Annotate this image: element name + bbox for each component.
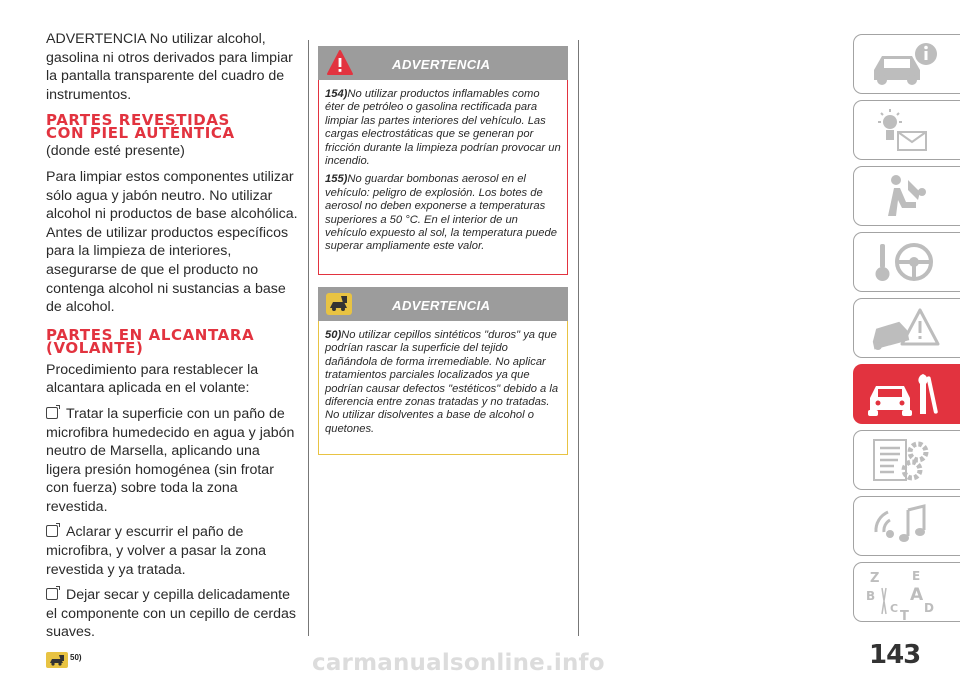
section-body: Para limpiar estos componentes utilizar sólo agua y jabón neutro. No utilizar alcohol ni productos de base alcohólica. Antes de utilizar productos específicos para la limpieza de interiores, asegurarse de que el producto no contenga alcohol ni sustancias a base de alcohol. — [46, 168, 298, 316]
car-hand-caution-icon — [326, 293, 352, 317]
column-divider — [578, 40, 579, 636]
warning-text: No guardar bombonas aerosol en el vehículo: peligro de explosión. Los botes de aerosol no deben exponerse a temperaturas superiores a 50 °C. En el interior de un vehículo expuesto al sol, la temperatura puede superar ampliamente este valor. — [325, 173, 557, 253]
specs-gears-icon — [864, 436, 944, 484]
list-item — [46, 405, 298, 517]
warning-number: 50) — [325, 329, 342, 341]
list-item-text: Aclarar y escurrir el paño de microfibra, y volver a pasar la zona revestida y ya tratada. — [46, 524, 266, 578]
key-steering-wheel-icon — [864, 238, 944, 286]
heading-line: (VOLANTE) — [46, 338, 144, 357]
reference-number: 50) — [70, 653, 82, 663]
index-letter: C — [890, 602, 899, 615]
index-letter: A — [910, 585, 924, 605]
index-letter: B — [866, 589, 876, 603]
alphabet-index-icon — [864, 568, 944, 620]
warning-item — [325, 88, 561, 168]
warnings-column — [318, 46, 568, 455]
checkbox-bullet-icon — [46, 525, 58, 537]
checkbox-bullet-icon — [46, 588, 58, 600]
exclamation-triangle-icon — [326, 49, 354, 77]
section-heading-leather — [46, 111, 298, 143]
tab-starting-driving[interactable] — [853, 232, 960, 292]
car-accident-warning-icon — [864, 304, 944, 352]
warning-item — [325, 173, 561, 253]
tab-maintenance-care[interactable] — [853, 364, 960, 424]
index-letter: T — [900, 609, 909, 620]
multimedia-icon — [864, 502, 944, 550]
page-number: 143 — [869, 640, 921, 670]
heading-line: PARTES REVESTIDAS — [46, 111, 230, 130]
chapter-tabs — [853, 34, 960, 628]
warning-box — [318, 80, 568, 275]
warning-title: ADVERTENCIA — [392, 298, 491, 313]
car-wrench-icon — [864, 370, 944, 418]
warning-header — [318, 287, 568, 321]
heading-line: CON PIEL AUTÉNTICA — [46, 124, 235, 143]
tab-dashboard[interactable] — [853, 100, 960, 160]
warning-title: ADVERTENCIA — [392, 57, 491, 72]
tab-getting-to-know[interactable] — [853, 34, 960, 94]
warning-lights-envelope-icon — [864, 106, 944, 154]
list-item-text: Tratar la superficie con un paño de microfibra humedecido en agua y jabón neutro de Marsella, aplicando una ligera presión homogénea (sin frotar con fuerza) sobre toda la zona revestida. — [46, 405, 295, 515]
warning-header — [318, 46, 568, 80]
warning-item — [325, 329, 561, 436]
left-column — [46, 30, 298, 668]
heading-line: PARTES EN ALCANTARA — [46, 325, 255, 344]
tab-multimedia[interactable] — [853, 496, 960, 556]
intro-warning-text: ADVERTENCIA No utilizar alcohol, gasolina ni otros derivados para limpiar la pantalla transparente del cuadro de instrumentos. — [46, 31, 293, 103]
reference-note — [46, 649, 298, 668]
list-item — [46, 586, 298, 642]
watermark: carmanualsonline.info — [312, 650, 605, 676]
seat-airbag-icon — [864, 172, 944, 220]
warning-text: No utilizar cepillos sintéticos "duros" ya que podrían rascar la superficie del tejido dañándola de forma irremediable. No aplicar tratamientos parciales localizados ya que podrían causar defectos "estéticos" debido a la diferencia entre zonas tratadas y no tratadas. No utilizar disolventes a base de alcohol o quetones. — [325, 329, 559, 435]
car-info-icon — [864, 40, 944, 88]
car-hand-caution-icon — [46, 652, 68, 668]
tab-technical-data[interactable] — [853, 430, 960, 490]
tab-emergency[interactable] — [853, 298, 960, 358]
index-letter: D — [924, 601, 934, 615]
section-heading-alcantara — [46, 325, 298, 357]
column-divider — [308, 40, 309, 636]
section-intro: Procedimiento para restablecer la alcantara aplicada en el volante: — [46, 361, 259, 397]
list-item — [46, 523, 298, 579]
warning-box — [318, 321, 568, 455]
warning-number: 155) — [325, 173, 348, 186]
section-subtitle: (donde esté presente) — [46, 143, 185, 160]
index-letter: Z — [870, 571, 880, 586]
index-letter: E — [912, 569, 921, 583]
warning-text: No utilizar productos inflamables como éter de petróleo o gasolina rectificada para limpiar las partes interiores del vehículo. Las cargas electrostáticas que se generan por fricción durante la limpieza podrían provocar un incendio. — [325, 88, 561, 168]
tab-index[interactable] — [853, 562, 960, 622]
warning-number: 154) — [325, 88, 348, 100]
checkbox-bullet-icon — [46, 407, 58, 419]
tab-safety[interactable] — [853, 166, 960, 226]
list-item-text: Dejar secar y cepilla delicadamente el componente con un cepillo de cerdas suaves. — [46, 587, 297, 641]
